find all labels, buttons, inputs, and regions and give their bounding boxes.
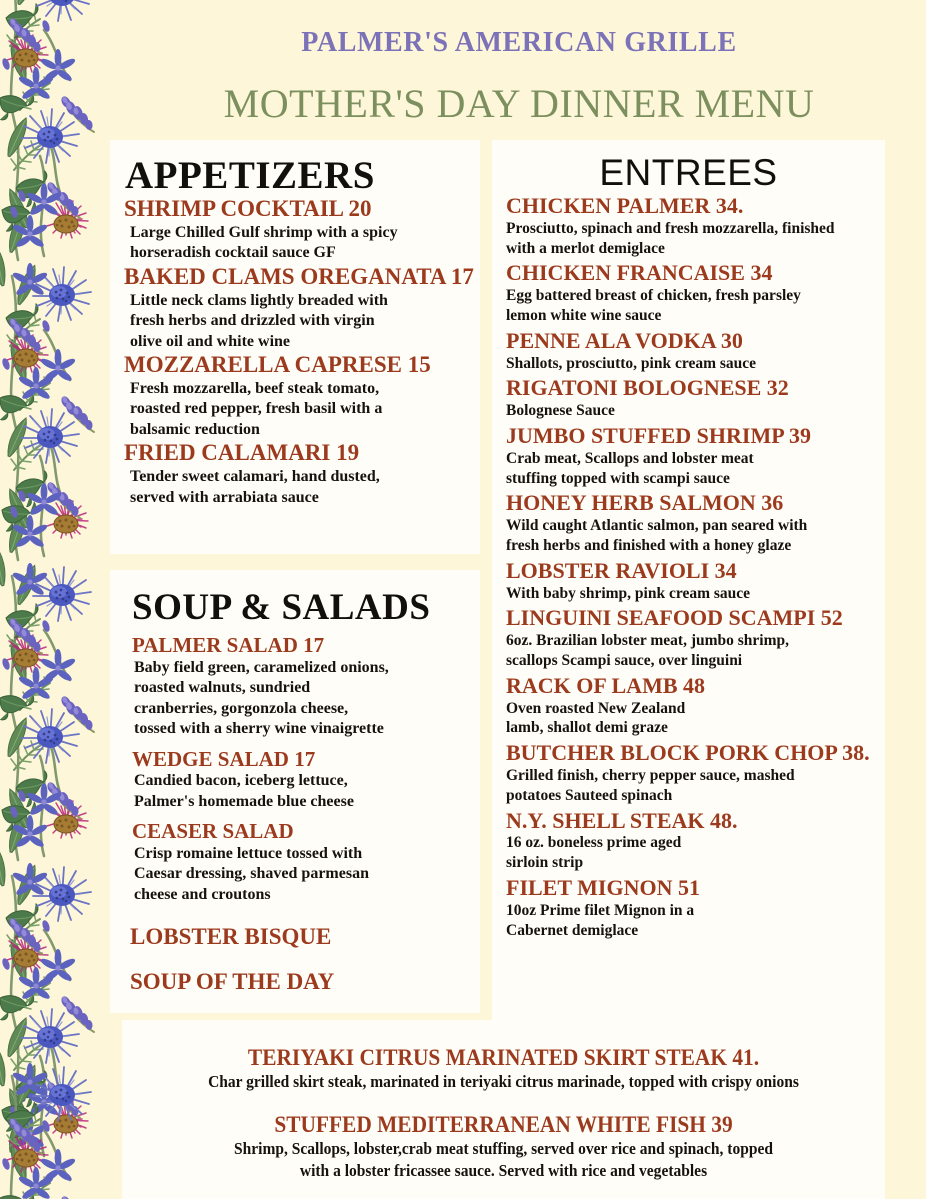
dish-name: JUMBO STUFFED SHRIMP 39	[506, 422, 811, 448]
dish-description: Candied bacon, iceberg lettuce, Palmer's homemade blue cheese	[134, 772, 354, 810]
dish-name: HONEY HERB SALMON 36	[506, 490, 784, 516]
dish-name: LINGUINI SEAFOOD SCAMPI 52	[506, 605, 843, 631]
dish	[492, 261, 877, 325]
dish	[110, 353, 472, 440]
special-item	[122, 1113, 885, 1182]
dish	[110, 748, 472, 813]
page-title: MOTHER'S DAY DINNER MENU	[223, 81, 815, 127]
dish	[492, 674, 877, 738]
dish-name: N.Y. SHELL STEAK 48.	[506, 807, 738, 833]
dish-name: WEDGE SALAD 17	[132, 746, 316, 771]
dish-name: SHRIMP COCKTAIL 20	[124, 196, 372, 221]
dish-name: CHICKEN PALMER 34.	[506, 193, 744, 218]
dish-name: RACK OF LAMB 48	[506, 672, 706, 698]
dish-description: Shallots, prosciutto, pink cream sauce	[506, 354, 757, 372]
entrees-list	[492, 194, 885, 940]
dish	[492, 194, 877, 258]
dish-description: Fresh mozzarella, beef steak tomato, roasted red pepper, fresh basil with a balsamic reduction	[130, 379, 383, 438]
entrees-heading: ENTREES	[599, 152, 778, 193]
dish-description: Wild caught Atlantic salmon, pan seared with fresh herbs and finished with a honey glaze	[506, 517, 808, 554]
dish-description: Egg battered breast of chicken, fresh parsley lemon white wine sauce	[506, 287, 801, 324]
dish-name: FRIED CALAMARI 19	[124, 440, 360, 466]
dish	[492, 376, 877, 421]
dish-description: Crab meat, Scallops and lobster meat stuffing topped with scampi sauce	[506, 449, 754, 487]
dish-name: FILET MIGNON 51	[506, 874, 700, 900]
soup-salads-card	[110, 570, 480, 1013]
dish	[492, 329, 877, 374]
dish-name: CEASER SALAD	[132, 819, 294, 844]
soup-salads-heading: SOUP & SALADS	[132, 587, 431, 628]
dish-name: LOBSTER BISQUE	[130, 924, 332, 950]
dish	[110, 441, 472, 508]
dish	[110, 925, 472, 950]
masthead	[112, 0, 926, 125]
dish-name: MOZZARELLA CAPRESE 15	[124, 352, 431, 377]
dish	[492, 424, 877, 488]
dish-description: Char grilled skirt steak, marinated in teriyaki citrus marinade, topped with crispy onions	[208, 1071, 799, 1091]
soup-salads-list	[110, 634, 480, 995]
dish	[110, 634, 472, 740]
dish-description: Shrimp, Scallops, lobster,crab meat stuffing, served over rice and spinach, topped with a lobster fricassee sauce. Served with rice and vegetables	[233, 1138, 774, 1181]
dish	[492, 741, 877, 805]
special-item	[122, 1046, 885, 1093]
dish-description: Grilled finish, cherry pepper sauce, mashed potatoes Sauteed spinach	[506, 766, 795, 804]
dish-name: BUTCHER BLOCK PORK CHOP 38.	[506, 740, 870, 766]
entrees-card	[492, 140, 885, 1045]
dish-description: Prosciutto, spinach and fresh mozzarella, finished with a merlot demiglace	[506, 219, 835, 257]
dish-description: Tender sweet calamari, hand dusted, served with arrabiata sauce	[130, 468, 380, 506]
dish-description: 10oz Prime filet Mignon in a Cabernet demiglace	[506, 901, 695, 939]
dish	[110, 970, 472, 995]
dish	[492, 491, 877, 555]
appetizers-list	[110, 197, 480, 508]
dish-description: Little neck clams lightly breaded with fresh herbs and drizzled with virgin olive oil and white wine	[130, 291, 388, 350]
dish-name: CHICKEN FRANCAISE 34	[506, 260, 773, 286]
dish	[110, 197, 472, 264]
dish-name: RIGATONI BOLOGNESE 32	[506, 375, 789, 401]
dish-description: 6oz. Brazilian lobster meat, jumbo shrimp, scallops Scampi sauce, over linguini	[506, 632, 790, 669]
dish-name: LOBSTER RAVIOLI 34	[506, 557, 737, 583]
dish-description: 16 oz. boneless prime aged sirloin strip	[506, 834, 682, 872]
dish-description: Bolognese Sauce	[506, 402, 615, 420]
dish	[492, 606, 877, 670]
dish	[492, 876, 877, 940]
dish	[110, 820, 472, 905]
dish-name: STUFFED MEDITERRANEAN WHITE FISH 39	[274, 1112, 733, 1138]
dish-description: Baby field green, caramelized onions, roasted walnuts, sundried cranberries, gorgonzola cheese, tossed with a sherry wine vinaigrette	[134, 658, 389, 738]
appetizers-card	[110, 140, 480, 554]
dish-name: BAKED CLAMS OREGANATA 17	[124, 263, 474, 289]
dish	[492, 559, 877, 604]
dish-name: SOUP OF THE DAY	[130, 969, 335, 995]
dish	[492, 809, 877, 873]
dish-description: Crisp romaine lettuce tossed with Caesar dressing, shaved parmesan cheese and croutons	[134, 844, 369, 903]
restaurant-name: PALMER'S AMERICAN GRILLE	[301, 27, 737, 58]
specials-card	[122, 1020, 885, 1199]
dish	[110, 265, 472, 352]
dish-description: Large Chilled Gulf shrimp with a spicy horseradish cocktail sauce GF	[130, 223, 398, 262]
dish-description: Oven roasted New Zealand lamb, shallot demi graze	[506, 699, 686, 737]
dish-name: PENNE ALA VODKA 30	[506, 327, 743, 353]
dish-description: With baby shrimp, pink cream sauce	[506, 584, 751, 602]
dish-name: PALMER SALAD 17	[132, 633, 325, 657]
dish-name: TERIYAKI CITRUS MARINATED SKIRT STEAK 41.	[247, 1045, 760, 1070]
appetizers-heading: APPETIZERS	[125, 154, 375, 197]
